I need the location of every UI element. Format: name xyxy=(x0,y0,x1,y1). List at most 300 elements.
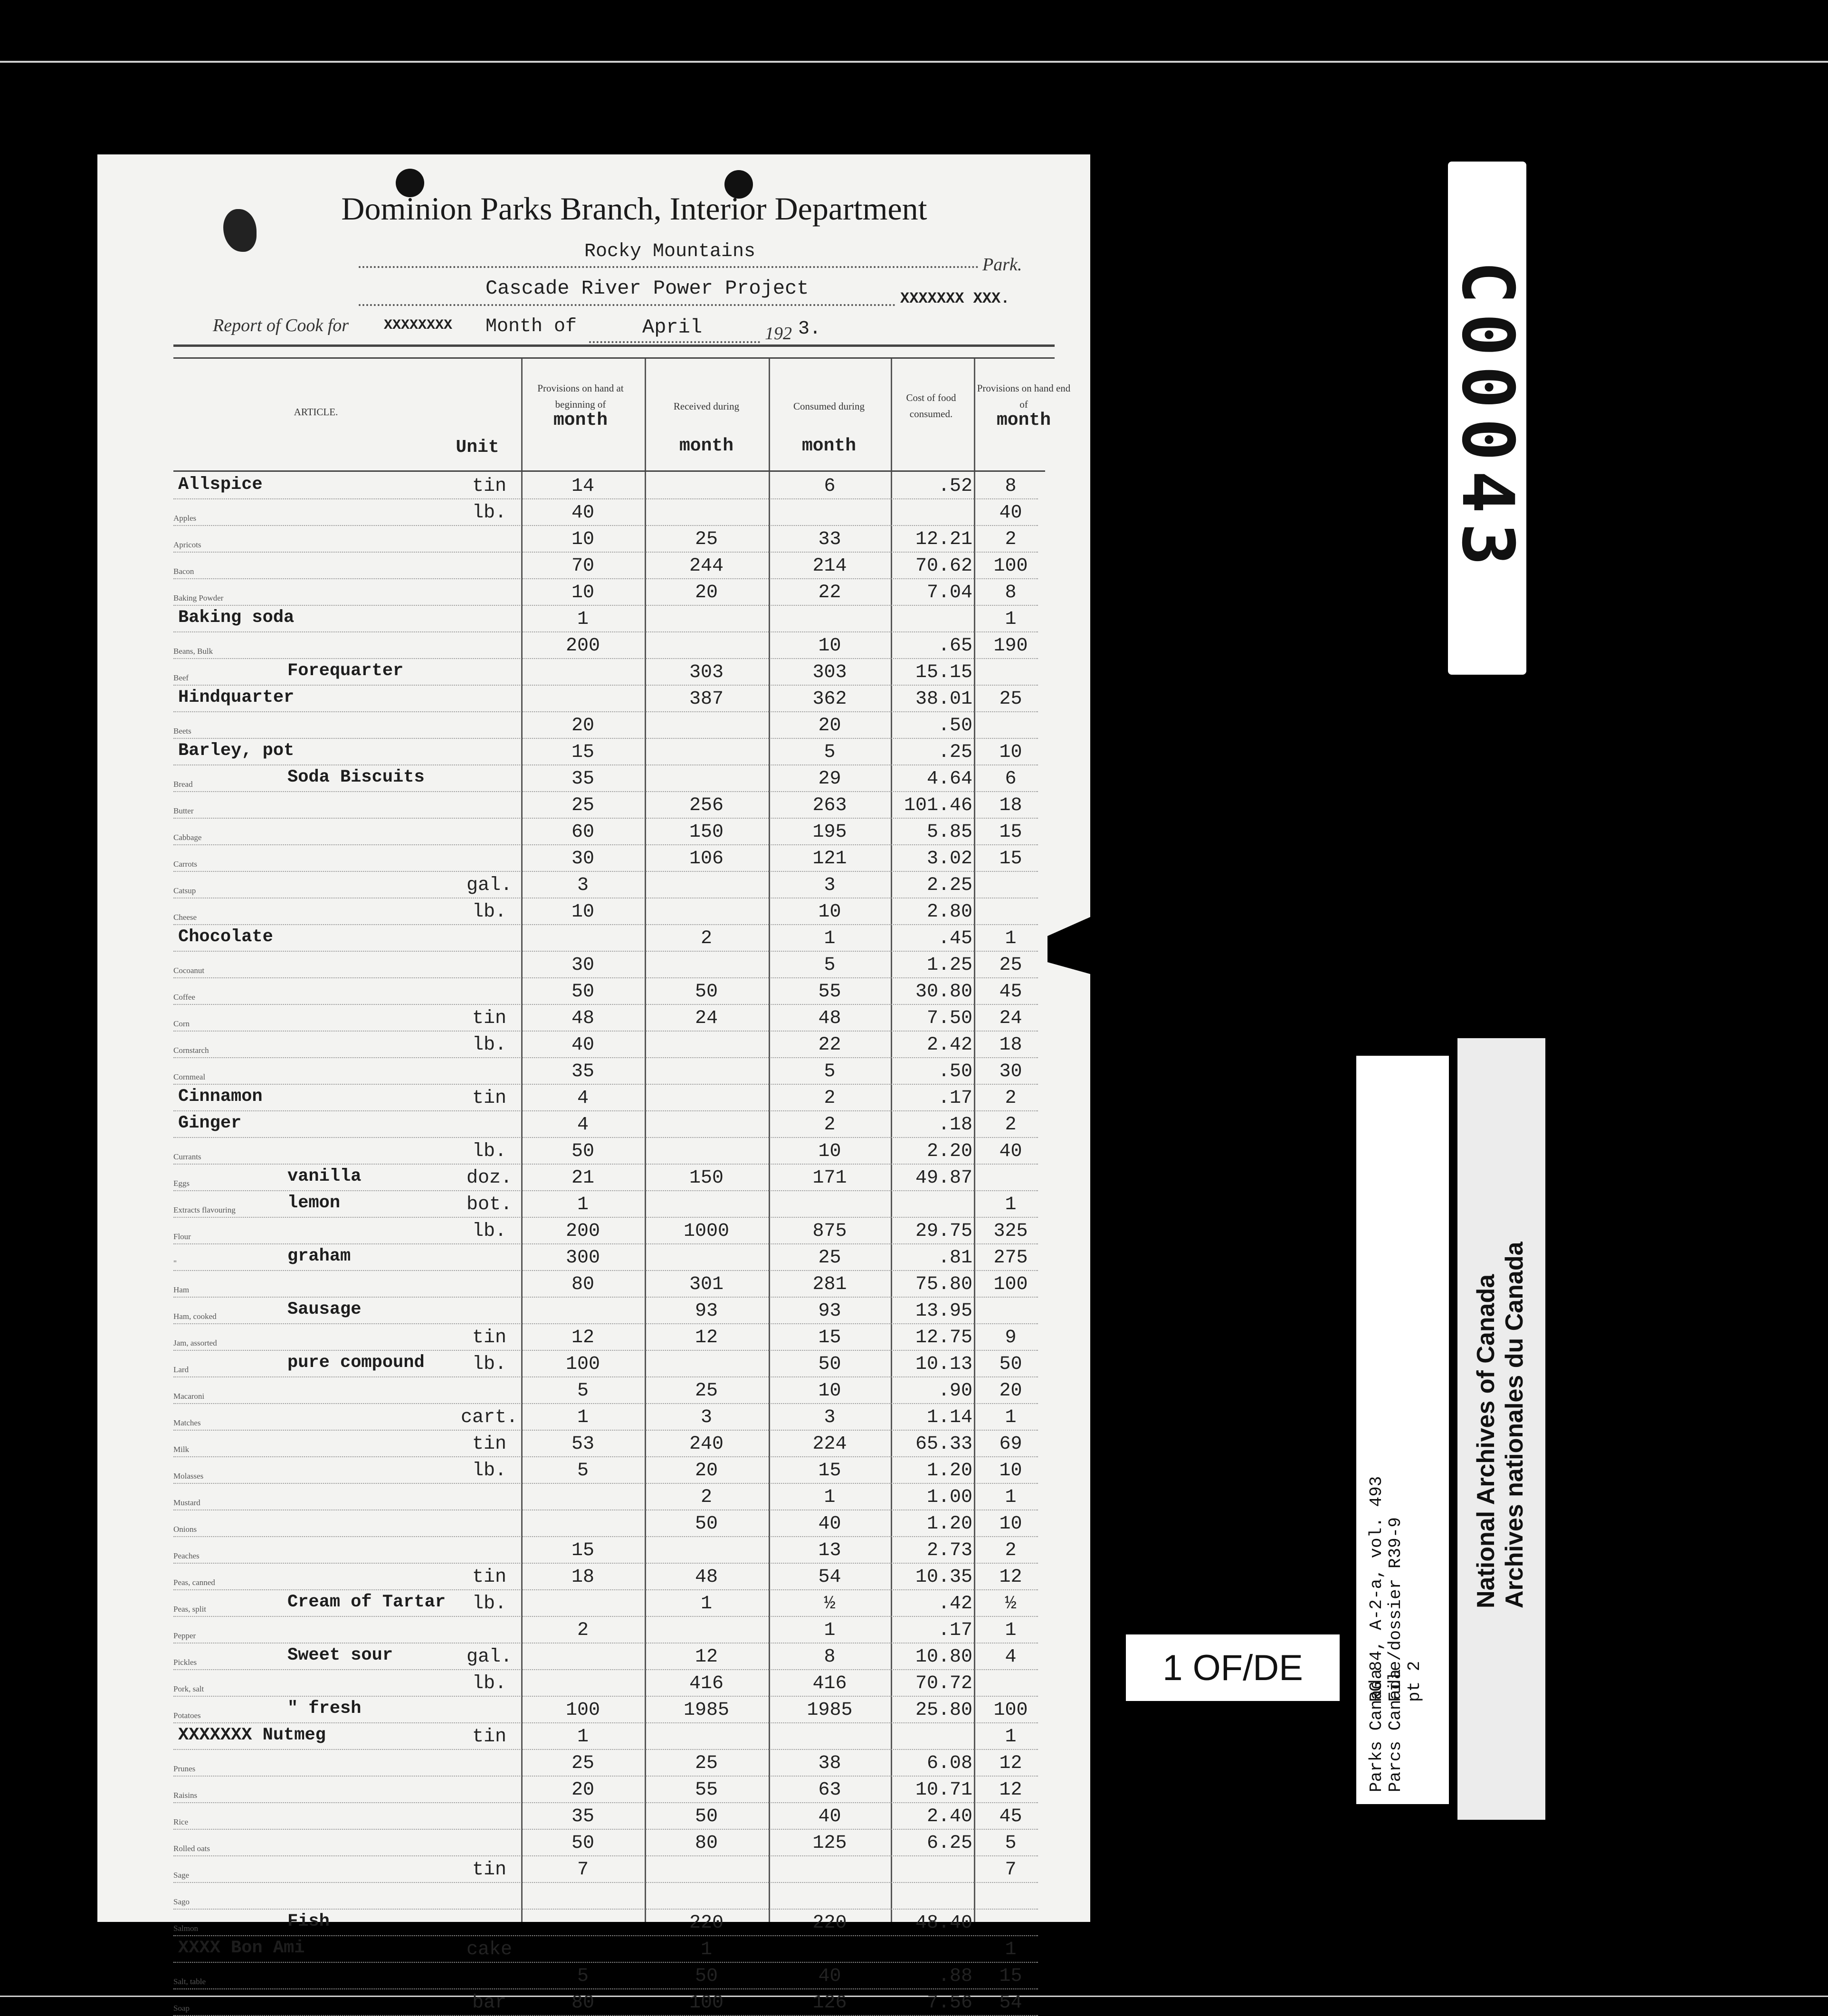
cell-e: 30 xyxy=(999,1061,1022,1082)
cell-r: 1985 xyxy=(683,1700,729,1721)
cell-u: tin xyxy=(472,476,506,497)
cell-r: 1 xyxy=(700,1939,712,1960)
cell-k: 6.08 xyxy=(926,1753,972,1774)
cell-k: 2.40 xyxy=(926,1806,972,1827)
cell-k: .42 xyxy=(938,1593,972,1615)
cell-e: 10 xyxy=(999,1460,1022,1481)
table-row xyxy=(173,712,1038,739)
cell-k: 29.75 xyxy=(915,1221,972,1242)
cell-s: 30 xyxy=(571,955,594,976)
park-name: Rocky Mountains xyxy=(584,241,756,262)
cell-r: 416 xyxy=(689,1673,724,1694)
cell-k: 12.75 xyxy=(915,1327,972,1348)
cell-c: 303 xyxy=(812,662,847,683)
cell-k: 7.04 xyxy=(926,582,972,603)
printed-article-label: Rice xyxy=(173,1817,189,1826)
cell-s: 20 xyxy=(571,1779,594,1801)
cell-c: 29 xyxy=(818,768,841,790)
cell-k: .17 xyxy=(938,1088,972,1109)
printed-article-label: Beef xyxy=(173,673,189,682)
table-row xyxy=(173,739,1038,765)
cell-s: 2 xyxy=(577,1620,589,1641)
cell-r: 20 xyxy=(695,1460,718,1481)
table-row xyxy=(173,1218,1038,1244)
cell-e: 45 xyxy=(999,981,1022,1003)
year-prefix: 192 xyxy=(765,324,792,344)
cell-e: 69 xyxy=(999,1433,1022,1455)
cell-c: 38 xyxy=(818,1753,841,1774)
cell-k: 1.25 xyxy=(926,955,972,976)
cell-e: 1 xyxy=(1005,609,1017,630)
typed-article-name: Baking soda xyxy=(178,608,295,628)
table-row xyxy=(173,1165,1038,1191)
printed-article-label: Molasses xyxy=(173,1471,204,1481)
cell-r: 2 xyxy=(700,928,712,949)
cell-c: 1985 xyxy=(807,1700,853,1721)
cell-s: 20 xyxy=(571,715,594,736)
cell-r: 55 xyxy=(695,1779,718,1801)
table-row xyxy=(173,1910,1038,1936)
printed-article-label: Cheese xyxy=(173,913,197,922)
cell-c: 126 xyxy=(812,1992,847,2014)
col-received-month: month xyxy=(679,436,734,456)
archives-en: National Archives of Canada xyxy=(1472,1274,1500,1608)
cell-k: 2.25 xyxy=(926,875,972,896)
printed-article-label: Beans, Bulk xyxy=(173,647,213,656)
cell-e: 15 xyxy=(999,822,1022,843)
cell-k: 12.21 xyxy=(915,529,972,550)
col-onhand-end-label: Provisions on hand end of xyxy=(977,382,1071,410)
cell-u: lb. xyxy=(472,1221,506,1242)
table-row xyxy=(173,473,1038,499)
cell-c: 3 xyxy=(824,875,836,896)
printed-article-label: Baking Powder xyxy=(173,593,224,602)
cell-e: 12 xyxy=(999,1567,1022,1588)
table-row xyxy=(173,1883,1038,1910)
cell-k: 13.95 xyxy=(915,1300,972,1322)
col-consumed-header xyxy=(772,398,886,455)
cell-r: 256 xyxy=(689,795,724,816)
cell-s: 35 xyxy=(571,1061,594,1082)
cell-c: 15 xyxy=(818,1327,841,1348)
cell-s: 48 xyxy=(571,1008,594,1029)
cell-s: 50 xyxy=(571,1141,594,1162)
cell-r: 48 xyxy=(695,1567,718,1588)
cell-k: 1.14 xyxy=(926,1407,972,1428)
cell-c: 5 xyxy=(824,1061,836,1082)
cell-s: 5 xyxy=(577,1460,589,1481)
cell-c: 13 xyxy=(818,1540,841,1561)
printed-article-label: Cornmeal xyxy=(173,1072,206,1081)
col-cost-header: Cost of food consumed. xyxy=(906,392,956,420)
cell-s: 14 xyxy=(571,476,594,497)
cell-u: lb. xyxy=(472,1354,506,1375)
cell-r: 50 xyxy=(695,1966,718,1987)
printed-article-label: Salmon xyxy=(173,1924,198,1933)
cell-s: 50 xyxy=(571,1833,594,1854)
cell-k: 10.13 xyxy=(915,1354,972,1375)
table-row xyxy=(173,1005,1038,1032)
cell-c: 416 xyxy=(812,1673,847,1694)
typed-article-name: Fish xyxy=(287,1911,330,1931)
cell-s: 53 xyxy=(571,1433,594,1455)
cell-e: 54 xyxy=(999,1992,1022,2014)
col-received-label: Received during xyxy=(673,401,740,412)
ref-line-2: File/dossier R39-9 xyxy=(1386,1517,1405,1702)
cell-s: 1 xyxy=(577,1407,589,1428)
cell-r: 12 xyxy=(695,1646,718,1668)
printed-article-label: Peas, canned xyxy=(173,1578,215,1587)
cell-r: 220 xyxy=(689,1912,724,1934)
cell-r: 106 xyxy=(689,848,724,869)
cell-k: 4.64 xyxy=(926,768,972,790)
cell-c: 20 xyxy=(818,715,841,736)
ref-line-3: pt 2 xyxy=(1405,1661,1424,1702)
cell-k: 2.42 xyxy=(926,1034,972,1056)
cell-k: 6.25 xyxy=(926,1833,972,1854)
cell-e: 100 xyxy=(993,1274,1028,1295)
table-row xyxy=(173,1058,1038,1085)
cell-u: cake xyxy=(466,1939,512,1960)
table-row xyxy=(173,978,1038,1005)
reel-label: 1 OF/DE xyxy=(1126,1634,1340,1701)
cell-k: 2.20 xyxy=(926,1141,972,1162)
table-row xyxy=(173,1963,1038,1989)
printed-article-label: Apples xyxy=(173,514,197,523)
cell-e: 10 xyxy=(999,742,1022,763)
report-struck: XXXXXXXX xyxy=(384,317,453,334)
cell-e: 25 xyxy=(999,688,1022,710)
cell-s: 25 xyxy=(571,795,594,816)
cell-k: 10.35 xyxy=(915,1567,972,1588)
printed-article-label: Butter xyxy=(173,806,194,815)
cell-e: 9 xyxy=(1005,1327,1017,1348)
cell-c: 171 xyxy=(812,1167,847,1189)
table-row xyxy=(173,1351,1038,1377)
cell-c: 33 xyxy=(818,529,841,550)
typed-article-name: Soda Biscuits xyxy=(287,767,425,787)
printed-article-label: Rolled oats xyxy=(173,1844,210,1853)
table-row xyxy=(173,1643,1038,1670)
cell-k: .81 xyxy=(938,1247,972,1269)
cell-u: tin xyxy=(472,1008,506,1029)
cell-c: 281 xyxy=(812,1274,847,1295)
typed-article-name: Sweet sour xyxy=(287,1645,393,1665)
cell-u: gal. xyxy=(466,1646,512,1668)
cell-u: lb. xyxy=(472,1593,506,1615)
cell-r: 1 xyxy=(700,1593,712,1615)
table-row xyxy=(173,1830,1038,1856)
cell-e: 1 xyxy=(1005,1194,1017,1215)
cell-s: 4 xyxy=(577,1088,589,1109)
cell-k: .90 xyxy=(938,1380,972,1402)
table-row xyxy=(173,1377,1038,1404)
cell-s: 40 xyxy=(571,502,594,524)
printed-article-label: Milk xyxy=(173,1445,190,1454)
printed-article-label: Jam, assorted xyxy=(173,1338,217,1347)
cell-c: 22 xyxy=(818,1034,841,1056)
cell-c: 5 xyxy=(824,955,836,976)
typed-article-name: Sausage xyxy=(287,1299,362,1319)
cell-e: 18 xyxy=(999,795,1022,816)
typed-article-name: Chocolate xyxy=(178,927,273,947)
table-row xyxy=(173,1085,1038,1111)
cell-s: 70 xyxy=(571,555,594,577)
cell-e: 8 xyxy=(1005,476,1017,497)
cell-e: ½ xyxy=(1005,1593,1017,1615)
col-onhand-end-header xyxy=(976,380,1071,430)
cell-u: bot. xyxy=(466,1194,512,1215)
cell-c: 2 xyxy=(824,1114,836,1136)
table-row xyxy=(173,1404,1038,1431)
cell-k: 10.80 xyxy=(915,1646,972,1668)
cell-e: 2 xyxy=(1005,1114,1017,1136)
table-row xyxy=(173,1111,1038,1138)
cell-s: 50 xyxy=(571,981,594,1003)
cell-e: 4 xyxy=(1005,1646,1017,1668)
cell-u: gal. xyxy=(466,875,512,896)
printed-article-label: Matches xyxy=(173,1418,201,1427)
archives-strip xyxy=(1457,1038,1545,1820)
cell-s: 21 xyxy=(571,1167,594,1189)
cell-s: 100 xyxy=(565,1354,600,1375)
cell-k: 1.00 xyxy=(926,1487,972,1508)
printed-article-label: Beets xyxy=(173,726,191,736)
printed-article-label: Pork, salt xyxy=(173,1684,204,1693)
table-row xyxy=(173,1457,1038,1484)
printed-article-label: Cocoanut xyxy=(173,966,205,975)
cell-e: 15 xyxy=(999,848,1022,869)
table-row xyxy=(173,1032,1038,1058)
table-row xyxy=(173,1856,1038,1883)
col-received-header xyxy=(647,398,766,455)
report-prefix: Report of Cook for xyxy=(213,315,349,335)
cell-s: 35 xyxy=(571,768,594,790)
printed-article-label: Raisins xyxy=(173,1791,198,1800)
cell-c: 10 xyxy=(818,1380,841,1402)
printed-article-label: Pickles xyxy=(173,1658,197,1667)
cell-k: 1.20 xyxy=(926,1513,972,1535)
cell-e: 7 xyxy=(1005,1859,1017,1881)
agency-en: Parks Canada xyxy=(1367,1669,1386,1792)
cell-k: 49.87 xyxy=(915,1167,972,1189)
cell-u: lb. xyxy=(472,901,506,923)
cell-c: 10 xyxy=(818,1141,841,1162)
col-consumed-label: Consumed during xyxy=(793,401,865,412)
cell-u: bar xyxy=(472,1992,506,2014)
cell-c: 15 xyxy=(818,1460,841,1481)
table-row xyxy=(173,1510,1038,1537)
cell-e: 1 xyxy=(1005,1620,1017,1641)
cell-k: 1.20 xyxy=(926,1460,972,1481)
table-row xyxy=(173,1670,1038,1697)
cell-r: 2 xyxy=(700,1487,712,1508)
cell-u: cart. xyxy=(460,1407,518,1428)
cell-s: 15 xyxy=(571,1540,594,1561)
cell-s: 200 xyxy=(565,635,600,657)
cell-k: 25.80 xyxy=(915,1700,972,1721)
cell-s: 1 xyxy=(577,609,589,630)
cell-c: 48 xyxy=(818,1008,841,1029)
park-suffix: Park. xyxy=(982,255,1022,275)
cell-c: 8 xyxy=(824,1646,836,1668)
cell-e: 190 xyxy=(993,635,1028,657)
table-row xyxy=(173,606,1038,632)
cell-e: 20 xyxy=(999,1380,1022,1402)
col-article-header: ARTICLE. xyxy=(294,406,338,418)
cell-k: .45 xyxy=(938,928,972,949)
table-row xyxy=(173,1537,1038,1564)
cell-c: 55 xyxy=(818,981,841,1003)
table-row xyxy=(173,632,1038,659)
frame-number-label xyxy=(1446,162,1529,675)
typed-article-name: pure compound xyxy=(287,1353,425,1373)
cell-r: 3 xyxy=(700,1407,712,1428)
cell-s: 12 xyxy=(571,1327,594,1348)
cell-e: 100 xyxy=(993,1700,1028,1721)
cell-u: tin xyxy=(472,1327,506,1348)
cell-e: 12 xyxy=(999,1753,1022,1774)
cell-e: 8 xyxy=(1005,582,1017,603)
table-row xyxy=(173,1803,1038,1830)
table-row xyxy=(173,845,1038,872)
cell-s: 1 xyxy=(577,1726,589,1748)
cell-r: 1000 xyxy=(683,1221,729,1242)
form-title: Dominion Parks Branch, Interior Department xyxy=(341,191,927,227)
cell-e: 15 xyxy=(999,1966,1022,1987)
cell-c: 50 xyxy=(818,1354,841,1375)
cell-u: doz. xyxy=(466,1167,512,1189)
table-row xyxy=(173,792,1038,819)
cell-c: 1 xyxy=(824,1620,836,1641)
cell-c: 2 xyxy=(824,1088,836,1109)
scan-edge-top xyxy=(0,61,1828,63)
cell-u: tin xyxy=(472,1859,506,1881)
cell-k: .50 xyxy=(938,1061,972,1082)
cell-r: 12 xyxy=(695,1327,718,1348)
cell-u: lb. xyxy=(472,1673,506,1694)
month-dotted-line xyxy=(589,341,760,343)
printed-article-label: Cabbage xyxy=(173,833,202,842)
cell-c: 121 xyxy=(812,848,847,869)
table-row xyxy=(173,1590,1038,1617)
typed-article-name: Forequarter xyxy=(287,661,404,681)
typed-article-name: Hindquarter xyxy=(178,688,295,707)
cell-k: 2.80 xyxy=(926,901,972,923)
cell-r: 150 xyxy=(689,1167,724,1189)
cell-s: 5 xyxy=(577,1380,589,1402)
printed-article-label: Peas, split xyxy=(173,1605,206,1614)
cell-r: 25 xyxy=(695,1753,718,1774)
cell-k: .18 xyxy=(938,1114,972,1136)
cell-e: 1 xyxy=(1005,1939,1017,1960)
table-row xyxy=(173,1191,1038,1218)
cell-s: 60 xyxy=(571,822,594,843)
cell-r: 50 xyxy=(695,1513,718,1535)
cell-s: 7 xyxy=(577,1859,589,1881)
cell-k: 65.33 xyxy=(915,1433,972,1455)
cell-e: 40 xyxy=(999,502,1022,524)
printed-article-label: " xyxy=(173,1259,177,1268)
cell-c: 6 xyxy=(824,476,836,497)
month-value: April xyxy=(642,316,703,339)
provisions-table xyxy=(173,473,1038,2014)
cell-e: 12 xyxy=(999,1779,1022,1801)
header-rule-1 xyxy=(173,344,1055,347)
cell-e: 18 xyxy=(999,1034,1022,1056)
cell-c: 25 xyxy=(818,1247,841,1269)
printed-article-label: Soap xyxy=(173,2004,190,2013)
cell-r: 301 xyxy=(689,1274,724,1295)
printed-article-label: Carrots xyxy=(173,860,198,869)
table-row xyxy=(173,819,1038,845)
park-dotted-line xyxy=(359,266,979,268)
cell-k: .25 xyxy=(938,742,972,763)
cell-r: 240 xyxy=(689,1433,724,1455)
printed-article-label: Potatoes xyxy=(173,1711,201,1720)
printed-article-label: Mustard xyxy=(173,1498,200,1507)
typed-article-name: Allspice xyxy=(178,475,263,495)
cell-r: 25 xyxy=(695,529,718,550)
cell-k: 2.73 xyxy=(926,1540,972,1561)
cell-u: lb. xyxy=(472,1141,506,1162)
cell-c: 40 xyxy=(818,1806,841,1827)
cell-e: 2 xyxy=(1005,1088,1017,1109)
table-row xyxy=(173,1617,1038,1643)
printed-article-label: Ham xyxy=(173,1285,190,1294)
cell-r: 80 xyxy=(695,1833,718,1854)
cell-k: 70.72 xyxy=(915,1673,972,1694)
cell-e: 25 xyxy=(999,955,1022,976)
cell-s: 100 xyxy=(565,1700,600,1721)
cell-s: 80 xyxy=(571,1992,594,2014)
cell-s: 80 xyxy=(571,1274,594,1295)
table-row xyxy=(173,952,1038,978)
cell-e: 1 xyxy=(1005,1407,1017,1428)
cell-c: 1 xyxy=(824,928,836,949)
table-row xyxy=(173,1431,1038,1457)
col-onhand-start-label: Provisions on hand at beginning of xyxy=(537,382,624,410)
cell-u: tin xyxy=(472,1567,506,1588)
printed-article-label: Bread xyxy=(173,780,193,789)
cell-c: 875 xyxy=(812,1221,847,1242)
project-dotted-line xyxy=(359,304,895,306)
cell-c: 22 xyxy=(818,582,841,603)
typed-article-name: lemon xyxy=(287,1193,341,1213)
printed-article-label: Cornstarch xyxy=(173,1046,209,1055)
archives-fr: Archives nationales du Canada xyxy=(1501,1242,1528,1608)
cell-u: lb. xyxy=(472,502,506,524)
cell-e: 40 xyxy=(999,1141,1022,1162)
report-month-of: Month of xyxy=(486,316,577,337)
cell-e: 325 xyxy=(993,1221,1028,1242)
typed-article-name: XXXX Bon Ami xyxy=(178,1938,305,1958)
cell-r: 50 xyxy=(695,981,718,1003)
cell-s: 10 xyxy=(571,582,594,603)
cell-e: 50 xyxy=(999,1354,1022,1375)
cell-k: .88 xyxy=(938,1966,972,1987)
printed-article-label: Lard xyxy=(173,1365,189,1374)
cell-c: 63 xyxy=(818,1779,841,1801)
cell-k: .52 xyxy=(938,476,972,497)
cell-s: 200 xyxy=(565,1221,600,1242)
cell-c: 5 xyxy=(824,742,836,763)
table-row xyxy=(173,1138,1038,1165)
cell-c: ½ xyxy=(824,1593,836,1615)
printed-article-label: Coffee xyxy=(173,993,195,1002)
cell-c: 1 xyxy=(824,1487,836,1508)
table-row xyxy=(173,579,1038,606)
